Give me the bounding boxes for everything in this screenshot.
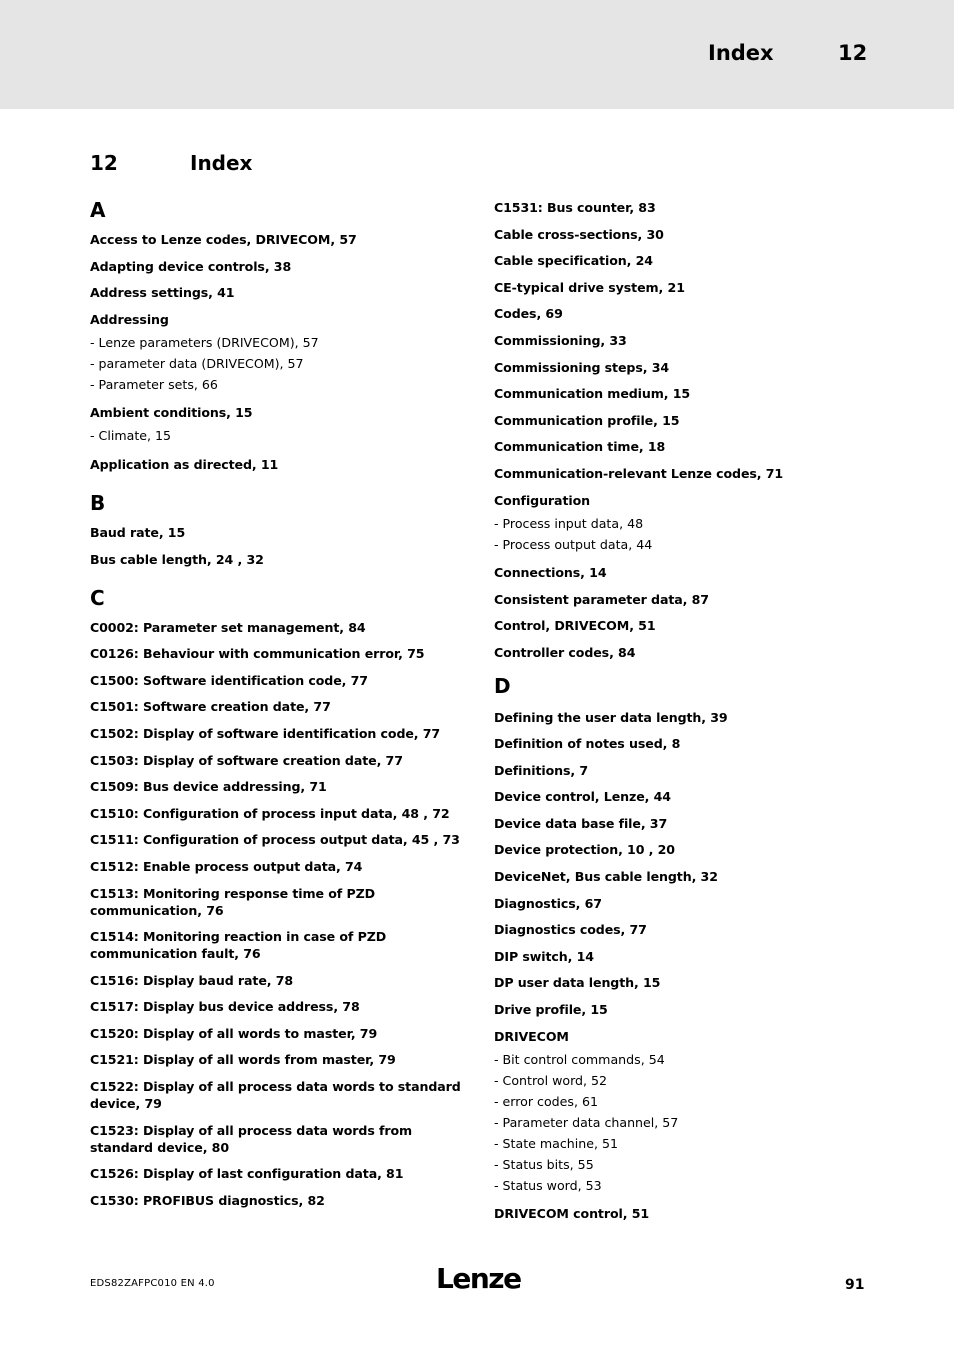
index-entry[interactable]: Communication-relevant Lenze codes, 71 — [494, 465, 784, 481]
index-entry[interactable]: Baud rate, 15 — [90, 524, 186, 540]
index-subentry[interactable]: - Process input data, 48 — [494, 515, 644, 531]
document-id: EDS82ZAFPC010 EN 4.0 — [90, 1278, 215, 1289]
index-entry[interactable]: C1500: Software identification code, 77 — [90, 672, 368, 688]
index-subentry[interactable]: - Status word, 53 — [494, 1177, 602, 1193]
index-entry[interactable]: Addressing — [90, 311, 169, 327]
index-entry[interactable]: C1523: Display of all process data words from standard device, 80 — [90, 1122, 413, 1155]
index-entry[interactable]: DIP switch, 14 — [494, 948, 594, 964]
index-entry[interactable]: DRIVECOM — [494, 1028, 569, 1044]
index-entry[interactable]: Address settings, 41 — [90, 285, 235, 301]
index-entry[interactable]: Connections, 14 — [494, 565, 607, 581]
index-subentries — [494, 513, 864, 555]
index-entry[interactable]: DeviceNet, Bus cable length, 32 — [494, 869, 718, 885]
index-entry[interactable]: Configuration — [494, 492, 591, 508]
index-entry[interactable]: C1520: Display of all words to master, 79 — [90, 1025, 378, 1041]
index-entry[interactable]: Communication time, 18 — [494, 439, 666, 455]
index-entry[interactable]: C1530: PROFIBUS diagnostics, 82 — [90, 1192, 325, 1208]
page-header-band — [0, 0, 954, 109]
index-letter: B — [90, 490, 106, 515]
index-entry[interactable]: Codes, 69 — [494, 306, 563, 322]
index-column-left — [90, 197, 465, 1209]
index-entry[interactable]: Drive profile, 15 — [494, 1002, 608, 1018]
index-entry[interactable]: C1517: Display bus device address, 78 — [90, 999, 360, 1015]
index-entry[interactable]: Definition of notes used, 8 — [494, 736, 681, 752]
index-entry[interactable]: CE-typical drive system, 21 — [494, 279, 685, 295]
index-subentry[interactable]: - parameter data (DRIVECOM), 57 — [90, 355, 304, 371]
index-entry[interactable]: Controller codes, 84 — [494, 644, 636, 660]
index-entry[interactable]: C1512: Enable process output data, 74 — [90, 858, 363, 874]
index-subentry[interactable]: - error codes, 61 — [494, 1093, 599, 1109]
index-entry[interactable]: C0002: Parameter set management, 84 — [90, 619, 366, 635]
index-entry[interactable]: Application as directed, 11 — [90, 456, 279, 472]
index-subentry[interactable]: - Status bits, 55 — [494, 1156, 594, 1172]
index-entry[interactable]: Cable cross-sections, 30 — [494, 226, 664, 242]
index-entry[interactable]: Communication medium, 15 — [494, 386, 691, 402]
index-entry[interactable]: Adapting device controls, 38 — [90, 258, 292, 274]
index-subentry[interactable]: - Climate, 15 — [90, 428, 172, 444]
index-subentry[interactable]: - Lenze parameters (DRIVECOM), 57 — [90, 334, 319, 350]
index-entry[interactable]: Definitions, 7 — [494, 762, 589, 778]
chapter-number: 12 — [90, 151, 118, 175]
index-entry[interactable]: DRIVECOM control, 51 — [494, 1206, 650, 1222]
index-entry[interactable]: Device data base file, 37 — [494, 815, 668, 831]
index-entry[interactable]: C1513: Monitoring response time of PZD communication, 76 — [90, 885, 375, 918]
lenze-logo: Lenze — [436, 1262, 521, 1295]
chapter-title: Index — [190, 151, 253, 175]
index-entry[interactable]: C1526: Display of last configuration data, 81 — [90, 1166, 404, 1182]
index-subentry[interactable]: - State machine, 51 — [494, 1135, 619, 1151]
index-subentries — [90, 425, 465, 446]
index-subentries — [494, 1049, 864, 1196]
running-header-chapter: 12 — [838, 41, 868, 65]
index-subentry[interactable]: - Parameter data channel, 57 — [494, 1114, 679, 1130]
index-letter: D — [494, 673, 511, 698]
index-entry[interactable]: C1502: Display of software identification code, 77 — [90, 725, 441, 741]
index-entry[interactable]: C0126: Behaviour with communication error, 75 — [90, 646, 425, 662]
index-entry[interactable]: C1509: Bus device addressing, 71 — [90, 779, 327, 795]
index-entry[interactable]: C1531: Bus counter, 83 — [494, 200, 656, 215]
index-entry[interactable]: Consistent parameter data, 87 — [494, 591, 709, 607]
index-entry[interactable]: DP user data length, 15 — [494, 975, 661, 991]
index-entry[interactable]: Device control, Lenze, 44 — [494, 789, 671, 805]
index-column-right — [494, 197, 864, 1222]
index-entry[interactable]: Diagnostics codes, 77 — [494, 922, 647, 938]
index-entry[interactable]: Diagnostics, 67 — [494, 895, 602, 911]
index-entry[interactable]: Device protection, 10 , 20 — [494, 842, 675, 858]
index-entry[interactable]: Cable specification, 24 — [494, 253, 653, 269]
index-entry[interactable]: C1514: Monitoring reaction in case of PZD communication fault, 76 — [90, 929, 387, 962]
index-entry[interactable]: Access to Lenze codes, DRIVECOM, 57 — [90, 232, 357, 247]
index-entry[interactable]: Ambient conditions, 15 — [90, 405, 253, 421]
index-entry[interactable]: C1503: Display of software creation date, 77 — [90, 752, 403, 768]
index-entry[interactable]: C1501: Software creation date, 77 — [90, 699, 331, 715]
index-letter: A — [90, 198, 106, 222]
index-entry[interactable]: Bus cable length, 24 , 32 — [90, 551, 264, 567]
index-subentry[interactable]: - Control word, 52 — [494, 1072, 608, 1088]
index-letter: C — [90, 585, 105, 610]
index-entry[interactable]: C1516: Display baud rate, 78 — [90, 972, 294, 988]
index-entry[interactable]: Defining the user data length, 39 — [494, 709, 728, 725]
index-subentry[interactable]: - Process output data, 44 — [494, 536, 653, 552]
running-header-title: Index — [708, 41, 774, 65]
index-entry[interactable]: C1510: Configuration of process input data, 48 , 72 — [90, 805, 450, 821]
index-entry[interactable]: Communication profile, 15 — [494, 412, 680, 428]
index-subentries — [90, 332, 465, 395]
index-entry[interactable]: Commissioning, 33 — [494, 332, 627, 348]
index-entry[interactable]: C1511: Configuration of process output data, 45 , 73 — [90, 832, 460, 848]
index-subentry[interactable]: - Bit control commands, 54 — [494, 1051, 665, 1067]
index-entry[interactable]: Control, DRIVECOM, 51 — [494, 618, 656, 634]
page-number: 91 — [845, 1277, 865, 1293]
index-subentry[interactable]: - Parameter sets, 66 — [90, 376, 218, 392]
index-entry[interactable]: C1522: Display of all process data words to standard device, 79 — [90, 1079, 461, 1112]
index-entry[interactable]: Commissioning steps, 34 — [494, 359, 670, 375]
index-entry[interactable]: C1521: Display of all words from master, 79 — [90, 1052, 396, 1068]
